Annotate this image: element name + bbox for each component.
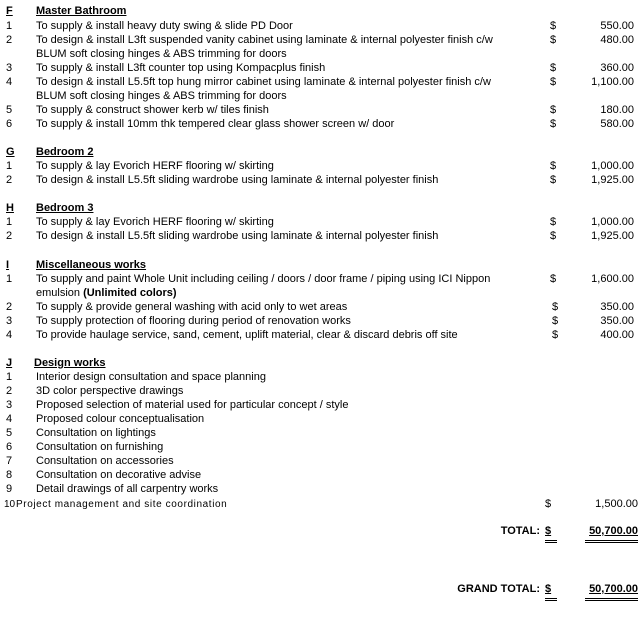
item-amount: 480.00 (600, 34, 634, 46)
item-description: To design & install L5.5ft sliding wardrobe using laminate & internal polyester finish (36, 230, 439, 242)
section-title: Miscellaneous works (36, 259, 147, 271)
total-amount-underline (585, 540, 638, 543)
item-description: To design & install L5.5ft top hung mirror cabinet using laminate & internal polyester finish c/w (36, 76, 491, 88)
grand-total-amount: 50,700.00 (589, 583, 638, 595)
item-description-bold: (Unlimited colors) (83, 287, 177, 299)
item-number: 7 (6, 455, 13, 467)
item-description: To supply & construct shower kerb w/ tiles finish (36, 104, 269, 116)
currency-symbol: $ (550, 230, 557, 242)
item-description: To supply and paint Whole Unit including ceiling / doors / door frame / piping using ICI Nippon (36, 273, 491, 285)
item-description: Consultation on furnishing (36, 441, 164, 453)
currency-symbol: $ (550, 118, 557, 130)
currency-symbol: $ (550, 76, 557, 88)
section-title: Design works (34, 357, 106, 369)
item-description: To provide haulage service, sand, cement, uplift material, clear & discard debris off site (36, 329, 458, 341)
section-letter: F (6, 5, 13, 17)
item-amount: 1,500.00 (595, 498, 638, 510)
section-title: Bedroom 2 (36, 146, 94, 158)
item-number: 3 (6, 399, 13, 411)
item-description-text: emulsion (36, 287, 84, 299)
currency-symbol: $ (550, 174, 557, 186)
item-number: 8 (6, 469, 13, 481)
item-number: 1 (6, 20, 13, 32)
section-letter: I (6, 259, 10, 271)
section-letter: H (6, 202, 14, 214)
item-description: To supply protection of flooring during period of renovation works (36, 315, 351, 327)
item-description-cont (36, 287, 177, 300)
grand-total-label: GRAND TOTAL: (457, 583, 540, 595)
item-amount: 1,000.00 (591, 216, 634, 228)
item-number: 10 (4, 499, 16, 510)
section-letter: J (6, 357, 13, 369)
currency-symbol: $ (552, 301, 559, 313)
item-number: 4 (6, 329, 13, 341)
item-description: Project management and site coordination (16, 499, 228, 510)
total-currency-underline (545, 540, 557, 543)
item-amount: 1,100.00 (591, 76, 634, 88)
item-amount: 580.00 (600, 118, 634, 130)
currency-symbol: $ (552, 329, 559, 341)
currency-symbol: $ (550, 216, 557, 228)
total-amount: 50,700.00 (589, 525, 638, 537)
item-amount: 550.00 (600, 20, 634, 32)
item-amount: 400.00 (600, 329, 634, 341)
currency-symbol: $ (552, 315, 559, 327)
section-title: Master Bathroom (36, 5, 127, 17)
item-description: To design & install L5.5ft sliding wardrobe using laminate & internal polyester finish (36, 174, 439, 186)
item-number: 2 (6, 385, 13, 397)
item-description: Proposed colour conceptualisation (36, 413, 205, 425)
item-amount: 350.00 (600, 315, 634, 327)
item-number: 9 (6, 483, 13, 495)
item-number: 3 (6, 315, 13, 327)
item-description: Consultation on lightings (36, 427, 156, 439)
item-description: Consultation on decorative advise (36, 469, 202, 481)
item-description-cont: BLUM soft closing hinges & ABS trimming for doors (36, 90, 287, 102)
item-amount: 1,600.00 (591, 273, 634, 285)
item-description: To supply & install L3ft counter top using Kompacplus finish (36, 62, 326, 74)
item-number: 1 (6, 216, 13, 228)
currency-symbol: $ (550, 104, 557, 116)
section-letter: G (6, 146, 15, 158)
item-number: 1 (6, 160, 13, 172)
grand-total-currency: $ (545, 583, 552, 595)
currency-symbol: $ (545, 498, 552, 510)
total-currency: $ (545, 525, 552, 537)
item-amount: 180.00 (600, 104, 634, 116)
item-description: To design & install L3ft suspended vanity cabinet using laminate & internal polyester finish c/w (36, 34, 493, 46)
currency-symbol: $ (550, 20, 557, 32)
item-amount: 1,000.00 (591, 160, 634, 172)
item-description-cont: BLUM soft closing hinges & ABS trimming for doors (36, 48, 287, 60)
section-title: Bedroom 3 (36, 202, 94, 214)
item-number: 1 (6, 273, 13, 285)
item-number: 4 (6, 413, 13, 425)
item-number: 6 (6, 441, 13, 453)
item-number: 1 (6, 371, 13, 383)
item-number: 4 (6, 76, 13, 88)
grand-total-currency-underline (545, 598, 557, 601)
item-number: 2 (6, 34, 13, 46)
item-number: 6 (6, 118, 13, 130)
item-amount: 350.00 (600, 301, 634, 313)
item-description: 3D color perspective drawings (36, 385, 184, 397)
item-amount: 1,925.00 (591, 174, 634, 186)
item-description: Detail drawings of all carpentry works (36, 483, 219, 495)
item-description: To supply & install 10mm thk tempered clear glass shower screen w/ door (36, 118, 395, 130)
item-description: Interior design consultation and space planning (36, 371, 266, 383)
item-description: To supply & install heavy duty swing & slide PD Door (36, 20, 293, 32)
item-number: 2 (6, 230, 13, 242)
item-amount: 360.00 (600, 62, 634, 74)
currency-symbol: $ (550, 160, 557, 172)
total-label: TOTAL: (500, 525, 540, 537)
currency-symbol: $ (550, 273, 557, 285)
item-description: To supply & provide general washing with acid only to wet areas (36, 301, 348, 313)
item-amount: 1,925.00 (591, 230, 634, 242)
item-number: 5 (6, 104, 13, 116)
item-description: To supply & lay Evorich HERF flooring w/ skirting (36, 160, 274, 172)
item-number: 2 (6, 301, 13, 313)
currency-symbol: $ (550, 62, 557, 74)
item-description: Consultation on accessories (36, 455, 174, 467)
item-number: 2 (6, 174, 13, 186)
currency-symbol: $ (550, 34, 557, 46)
item-description: Proposed selection of material used for particular concept / style (36, 399, 349, 411)
item-number: 5 (6, 427, 13, 439)
item-number: 3 (6, 62, 13, 74)
grand-total-amount-underline (585, 598, 638, 601)
item-description: To supply & lay Evorich HERF flooring w/ skirting (36, 216, 274, 228)
